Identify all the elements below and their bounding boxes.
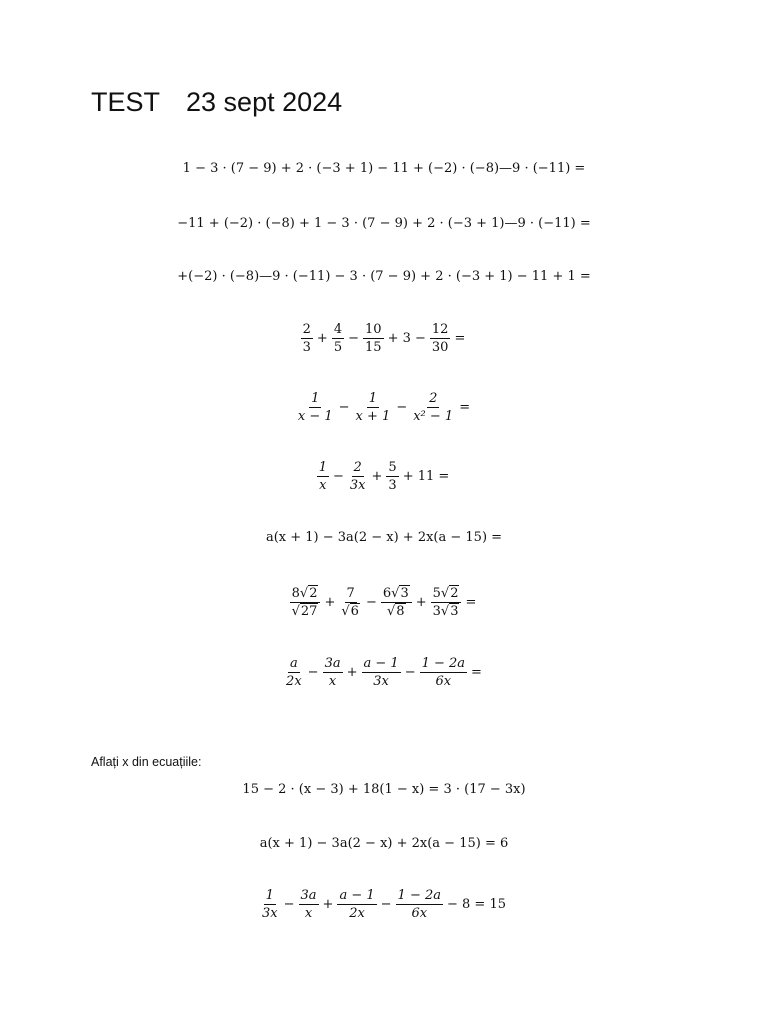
equation-2-text: a(x + 1) − 3a(2 − x) + 2x(a − 15) = 6 <box>259 836 509 851</box>
fraction <box>386 460 398 493</box>
title-date: 23 sept 2024 <box>186 87 343 117</box>
fraction <box>299 888 319 921</box>
fraction <box>420 656 467 689</box>
coefficient: 5 <box>432 586 441 601</box>
operator: + <box>324 595 336 610</box>
numerator: a − 1 <box>363 656 399 671</box>
numerator: 5 <box>388 460 397 475</box>
fraction <box>430 322 451 355</box>
operator: − <box>338 400 350 415</box>
numerator <box>381 586 412 603</box>
numerator: 2 <box>302 322 311 337</box>
fraction <box>337 888 376 921</box>
radicand: 3 <box>450 604 459 619</box>
numerator: 1 <box>368 391 378 406</box>
operator: + <box>322 897 334 912</box>
radical: √3 <box>440 604 459 619</box>
fraction <box>354 391 393 424</box>
denominator: x <box>328 674 337 689</box>
equation-1-text: 15 − 2 · (x − 3) + 18(1 − x) = 3 · (17 − 3x) <box>242 782 526 797</box>
fraction <box>431 586 462 619</box>
operator-text: − 8 = 15 <box>447 897 506 912</box>
expression-2 <box>0 217 768 230</box>
numerator: 2 <box>353 460 362 475</box>
fraction <box>323 656 343 689</box>
numerator: 7 <box>346 586 355 601</box>
denominator: 5 <box>333 340 343 355</box>
fraction <box>332 322 344 355</box>
denominator: 30 <box>431 340 449 355</box>
coefficient: 6 <box>382 586 392 601</box>
numerator: 1 − 2a <box>397 888 441 903</box>
expression-8 <box>0 586 768 619</box>
expression-6 <box>0 460 768 493</box>
numerator: 10 <box>365 322 382 337</box>
expression-7 <box>0 531 768 544</box>
fraction <box>348 460 368 493</box>
expression-1-text: 1 − 3 · (7 − 9) + 2 · (−3 + 1) − 11 + (−2) · (−8)—9 · (−11) = <box>182 161 586 176</box>
numerator: a − 1 <box>339 888 375 903</box>
radicand: 2 <box>450 586 459 601</box>
fraction <box>301 322 313 355</box>
operator: − <box>348 331 360 346</box>
numerator: 3a <box>300 888 317 903</box>
numerator: 12 <box>431 322 449 337</box>
denominator: 15 <box>365 340 382 355</box>
denominator: 2x <box>349 906 365 921</box>
fraction <box>260 888 280 921</box>
operator-text: + 11 = <box>402 469 450 484</box>
denominator: 3x <box>349 478 366 493</box>
fraction <box>284 656 304 689</box>
numerator: 2 <box>429 391 438 406</box>
operator: + <box>371 469 383 484</box>
expression-5 <box>0 391 768 424</box>
expression-1 <box>0 162 768 175</box>
denominator: 3 <box>388 478 397 493</box>
denominator: x² − 1 <box>413 409 454 424</box>
numerator: 1 <box>318 460 327 475</box>
numerator: 1 <box>265 888 274 903</box>
numerator: a <box>289 656 298 671</box>
fraction <box>296 391 335 424</box>
fraction <box>363 322 384 355</box>
expression-2-text: −11 + (−2) · (−8) + 1 − 3 · (7 − 9) + 2 · (−3 + 1)—9 · (−11) = <box>177 216 591 231</box>
radicand: 27 <box>300 604 318 619</box>
operator: − <box>283 897 295 912</box>
operator: − <box>332 469 344 484</box>
radical: √3 <box>391 586 409 601</box>
denominator: 3x <box>373 674 389 689</box>
radicand: 6 <box>350 604 359 619</box>
numerator: 1 <box>311 391 320 406</box>
denominator: x <box>304 906 313 921</box>
equations-instruction: Aflați x din ecuațiile: <box>91 755 202 769</box>
denominator: 6x <box>411 906 428 921</box>
operator: + <box>316 331 328 346</box>
denominator: 3 <box>302 340 311 355</box>
equation-1 <box>0 783 768 796</box>
denominator <box>290 603 321 619</box>
operator: = <box>465 595 477 610</box>
fraction <box>396 888 443 921</box>
expression-3 <box>0 270 768 283</box>
expression-4 <box>0 322 768 355</box>
fraction <box>381 586 412 619</box>
operator: − <box>365 595 377 610</box>
denominator: x <box>319 478 327 493</box>
radicand: 2 <box>309 586 318 601</box>
denominator <box>385 603 408 619</box>
denominator: 3x <box>262 906 278 921</box>
numerator: 3a <box>324 656 341 671</box>
denominator: x − 1 <box>297 409 333 424</box>
coefficient: 3 <box>432 604 441 619</box>
operator: + <box>415 595 427 610</box>
radicand: 3 <box>400 586 409 601</box>
numerator: 1 − 2a <box>421 656 466 671</box>
expression-7-text: a(x + 1) − 3a(2 − x) + 2x(a − 15) = <box>265 530 503 545</box>
operator: − <box>380 897 392 912</box>
fraction <box>362 656 401 689</box>
radical: √6 <box>341 604 359 619</box>
numerator <box>431 586 462 603</box>
fraction <box>317 460 329 493</box>
denominator: x + 1 <box>355 409 391 424</box>
radical: √8 <box>387 604 405 619</box>
equation-3 <box>0 888 768 921</box>
operator: + <box>346 665 358 680</box>
expression-3-text: +(−2) · (−8)—9 · (−11) − 3 · (7 − 9) + 2 · (−3 + 1) − 11 + 1 = <box>177 269 591 284</box>
operator: − <box>396 400 408 415</box>
denominator: 2x <box>286 674 302 689</box>
operator: = <box>459 400 471 415</box>
radical: √27 <box>291 604 318 619</box>
expression-9 <box>0 656 768 689</box>
denominator <box>431 603 462 619</box>
operator: = <box>454 331 466 346</box>
numerator <box>290 586 321 603</box>
fraction <box>339 586 362 619</box>
coefficient: 8 <box>291 586 300 601</box>
denominator <box>339 603 362 619</box>
equation-2 <box>0 837 768 850</box>
operator: − <box>404 665 416 680</box>
numerator: 4 <box>333 322 343 337</box>
title-test: TEST <box>91 87 161 117</box>
operator: = <box>471 665 482 680</box>
fraction <box>290 586 321 619</box>
radical: √2 <box>440 586 459 601</box>
operator-text: + 3 − <box>387 331 426 346</box>
denominator: 6x <box>435 674 452 689</box>
page-title <box>91 86 342 118</box>
radicand: 8 <box>396 604 405 619</box>
fraction <box>411 391 455 424</box>
operator: − <box>307 665 319 680</box>
radical: √2 <box>299 586 318 601</box>
